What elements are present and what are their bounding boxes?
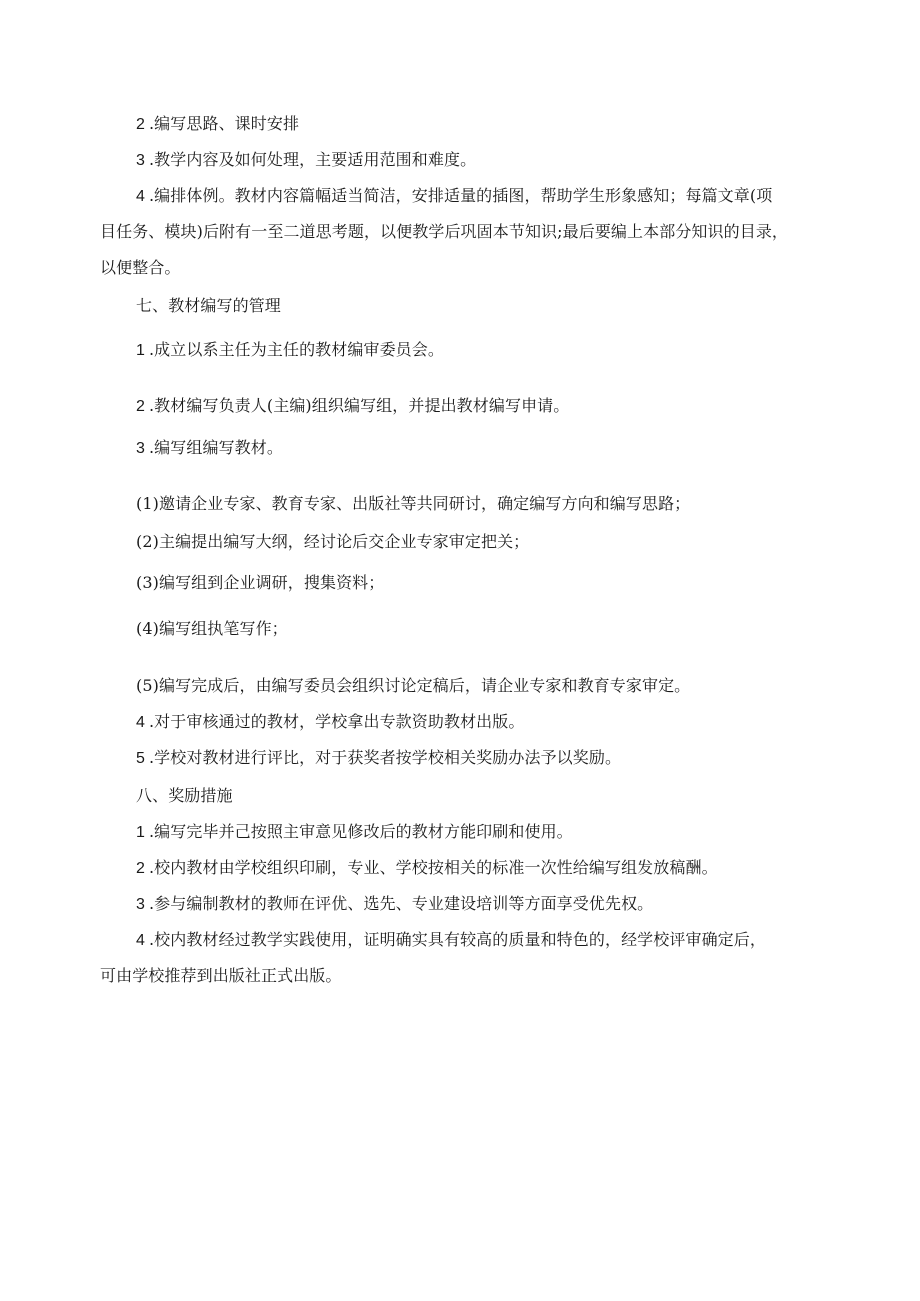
- item-number: 1: [136, 824, 145, 841]
- item-text: .编排体例。教材内容篇幅适当简洁，安排适量的插图，帮助学生形象感知；每篇文章(项: [149, 186, 773, 205]
- item-text: .校内教材由学校组织印刷，专业、学校按相关的标准一次性给编写组发放稿酬。: [149, 858, 718, 877]
- paragraph-continuation: 可由学校推荐到出版社正式出版。: [100, 966, 342, 985]
- item-number: 3: [136, 440, 145, 457]
- item-text: .编写完毕并己按照主审意见修改后的教材方能印刷和使用。: [149, 822, 573, 841]
- list-item: [136, 396, 569, 417]
- item-number: 2: [136, 398, 145, 415]
- item-text: .参与编制教材的教师在评优、选先、专业建设培训等方面享受优先权。: [149, 894, 654, 913]
- list-item: [136, 712, 525, 733]
- sub-item: (1)邀请企业专家、教育专家、出版社等共同研讨，确定编写方向和编写思路；: [136, 494, 691, 513]
- item-text: .教材编写负责人(主编)组织编写组，并提出教材编写申请。: [149, 396, 570, 415]
- list-item: [136, 748, 621, 769]
- list-item: [136, 894, 653, 915]
- item-number: 3: [136, 896, 145, 913]
- sub-item: (5)编写完成后，由编写委员会组织讨论定稿后，请企业专家和教育专家审定。: [136, 676, 691, 695]
- item-number: 4: [136, 188, 145, 205]
- item-number: 4: [136, 932, 145, 949]
- list-item: [136, 822, 573, 843]
- item-number: 3: [136, 152, 145, 169]
- list-item: [136, 340, 444, 361]
- list-item: [136, 858, 718, 879]
- sub-item: (2)主编提出编写大纲，经讨论后交企业专家审定把关；: [136, 532, 530, 551]
- item-number: 1: [136, 342, 145, 359]
- section-heading: 八、奖励措施: [136, 786, 233, 805]
- item-text: .教学内容及如何处理，主要适用范围和难度。: [149, 150, 477, 169]
- item-number: 2: [136, 116, 145, 133]
- item-text: .成立以系主任为主任的教材编审委员会。: [149, 340, 444, 359]
- list-item: [136, 186, 772, 207]
- paragraph-continuation: 以便整合。: [100, 258, 181, 277]
- item-text: .编写组编写教材。: [149, 438, 283, 457]
- sub-item: (4)编写组执笔写作；: [136, 619, 288, 638]
- section-heading: 七、教材编写的管理: [136, 296, 281, 315]
- list-item: [136, 438, 283, 459]
- sub-item: (3)编写组到企业调研，搜集资料；: [136, 573, 385, 592]
- item-number: 2: [136, 860, 145, 877]
- item-number: 5: [136, 750, 145, 767]
- item-text: .校内教材经过教学实践使用，证明确实具有较高的质量和特色的，经学校评审确定后，: [149, 930, 766, 949]
- item-number: 4: [136, 714, 145, 731]
- item-text: .对于审核通过的教材，学校拿出专款资助教材出版。: [149, 712, 525, 731]
- list-item: [136, 150, 476, 171]
- list-item: [136, 114, 299, 135]
- item-text: .编写思路、课时安排: [149, 114, 300, 133]
- item-text: .学校对教材进行评比，对于获奖者按学校相关奖励办法予以奖励。: [149, 748, 622, 767]
- paragraph-continuation: 目任务、模块)后附有一至二道思考题，以便教学后巩固本节知识;最后要编上本部分知识的目录，: [100, 222, 789, 241]
- list-item: [136, 930, 766, 951]
